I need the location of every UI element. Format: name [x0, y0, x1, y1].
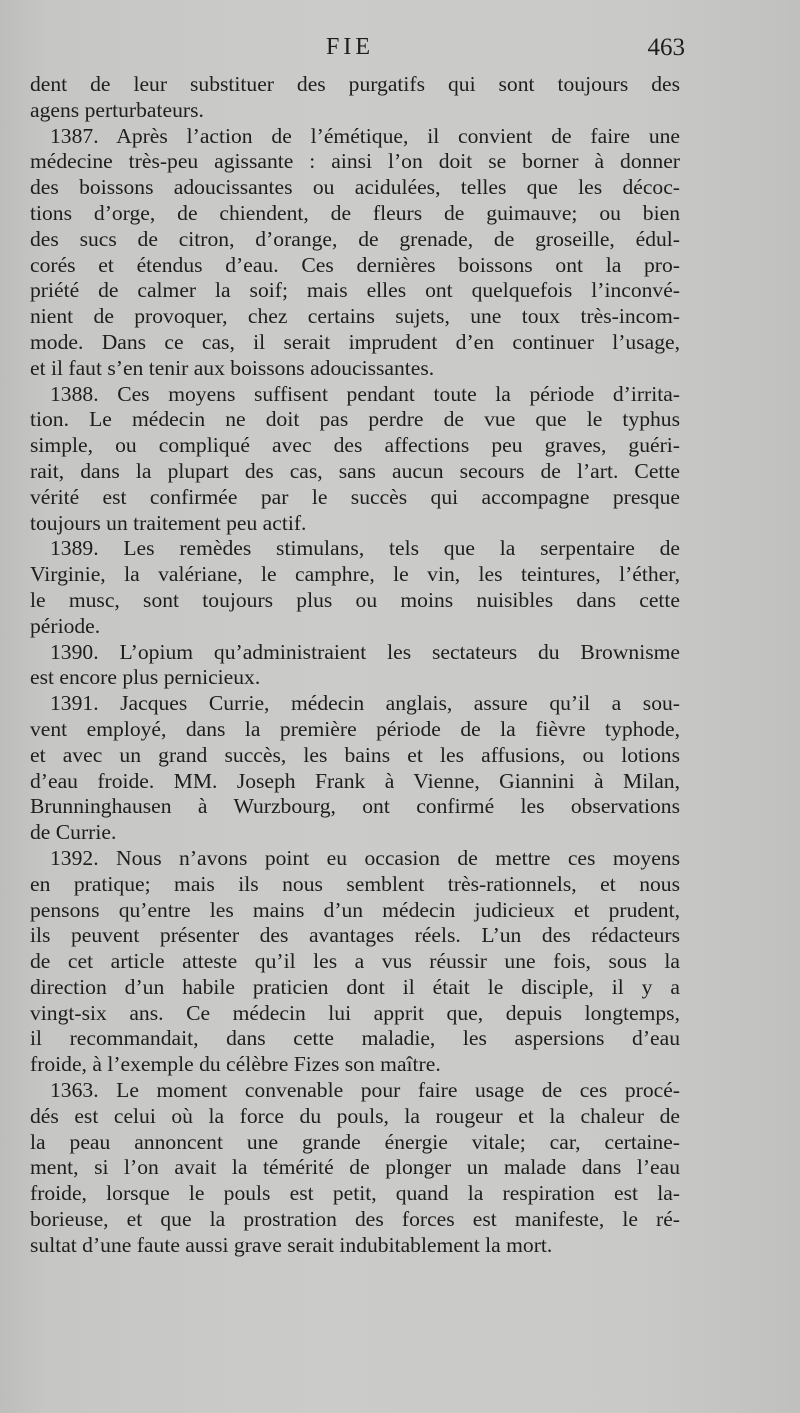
text-line: pensons qu’entre les mains d’un médecin judicieux et prudent, [30, 897, 680, 922]
text-line: simple, ou compliqué avec des affections peu graves, guéri- [30, 433, 680, 458]
running-title: FIE [326, 34, 374, 60]
text-line: dent de leur substituer des purgatifs qui sont toujours des [30, 72, 680, 96]
text-line: période. [30, 613, 101, 638]
text-line: Brunninghausen à Wurzbourg, ont confirmé les observations [30, 794, 680, 819]
text-line: la peau annoncent une grande énergie vitale; car, certaine- [30, 1129, 680, 1154]
text-line: 1387. Après l’action de l’émétique, il convient de faire une [50, 123, 680, 148]
paragraph-1392 [30, 846, 680, 1078]
text-line: ment, si l’on avait la témérité de plonger un malade dans l’eau [30, 1155, 680, 1180]
text-line: nient de provoquer, chez certains sujets, une toux très-incom- [30, 304, 680, 329]
text-line: vingt-six ans. Ce médecin lui apprit que, depuis longtemps, [30, 1000, 680, 1025]
text-line: 1391. Jacques Currie, médecin anglais, assure qu’il a sou- [50, 691, 680, 716]
text-line: dés est celui où la force du pouls, la rougeur et la chaleur de [30, 1103, 680, 1128]
text-line: toujours un traitement peu actif. [30, 510, 307, 535]
text-line: borieuse, et que la prostration des forces est manifeste, le ré- [30, 1207, 680, 1232]
text-line: tion. Le médecin ne doit pas perdre de vue que le typhus [30, 407, 680, 432]
text-line: des boissons adoucissantes ou acidulées, telles que les décoc- [30, 175, 680, 200]
text-line: médecine très-peu agissante : ainsi l’on doit se borner à donner [30, 149, 680, 174]
text-line: est encore plus pernicieux. [30, 665, 261, 690]
text-line: et avec un grand succès, les bains et les affusions, ou lotions [30, 742, 680, 767]
text-line: 1363. Le moment convenable pour faire usage de ces procé- [50, 1078, 680, 1103]
running-head [0, 32, 800, 66]
text-line: froide, lorsque le pouls est petit, quand la respiration est la- [30, 1181, 680, 1206]
text-line: vent employé, dans la première période de la fièvre typhode, [30, 716, 680, 741]
text-line: rait, dans la plupart des cas, sans aucun secours de l’art. Cette [30, 458, 680, 483]
text-line: sultat d’une faute aussi grave serait indubitablement la mort. [30, 1232, 553, 1257]
paragraph-1389 [30, 536, 680, 639]
text-line: agens perturbateurs. [30, 97, 204, 122]
paragraph-1391 [30, 691, 680, 846]
text-line: 1390. L’opium qu’administraient les sectateurs du Brownisme [50, 639, 680, 664]
text-line: 1392. Nous n’avons point eu occasion de mettre ces moyens [50, 845, 680, 870]
paragraph-1390 [30, 640, 680, 692]
text-line: vérité est confirmée par le succès qui accompagne presque [30, 484, 680, 509]
text-line: de Currie. [30, 820, 117, 845]
text-line: et il faut s’en tenir aux boissons adoucissantes. [30, 355, 435, 380]
body-text [30, 72, 680, 1259]
text-line: le musc, sont toujours plus ou moins nuisibles dans cette [30, 587, 680, 612]
text-line: d’eau froide. MM. Joseph Frank à Vienne, Giannini à Milan, [30, 768, 680, 793]
text-line: direction d’un habile praticien dont il était le disciple, il y a [30, 974, 680, 999]
text-line: ils peuvent présenter des avantages réels. L’un des rédacteurs [30, 923, 680, 948]
text-line: il recommandait, dans cette maladie, les aspersions d’eau [30, 1026, 680, 1051]
paragraph-continuation [30, 72, 680, 124]
text-line: corés et étendus d’eau. Ces dernières boissons ont la pro- [30, 252, 680, 277]
page-number: 463 [647, 34, 685, 61]
text-line: mode. Dans ce cas, il serait imprudent d’en continuer l’usage, [30, 329, 680, 354]
text-line: froide, à l’exemple du célèbre Fizes son maître. [30, 1052, 441, 1077]
text-line: tions d’orge, de chiendent, de fleurs de guimauve; ou bien [30, 200, 680, 225]
text-line: priété de calmer la soif; mais elles ont quelquefois l’inconvé- [30, 278, 680, 303]
text-line: de cet article atteste qu’il les a vus réussir une fois, sous la [30, 949, 680, 974]
paragraph-1387 [30, 124, 680, 382]
text-line: Virginie, la valériane, le camphre, le vin, les teintures, l’éther, [30, 562, 680, 587]
text-line: des sucs de citron, d’orange, de grenade, de groseille, édul- [30, 226, 680, 251]
paragraph-1388 [30, 382, 680, 537]
text-line: en pratique; mais ils nous semblent très-rationnels, et nous [30, 871, 680, 896]
text-line: 1388. Ces moyens suffisent pendant toute la période d’irrita- [50, 381, 680, 406]
text-line: 1389. Les remèdes stimulans, tels que la serpentaire de [50, 536, 680, 561]
paragraph-1363 [30, 1078, 680, 1259]
